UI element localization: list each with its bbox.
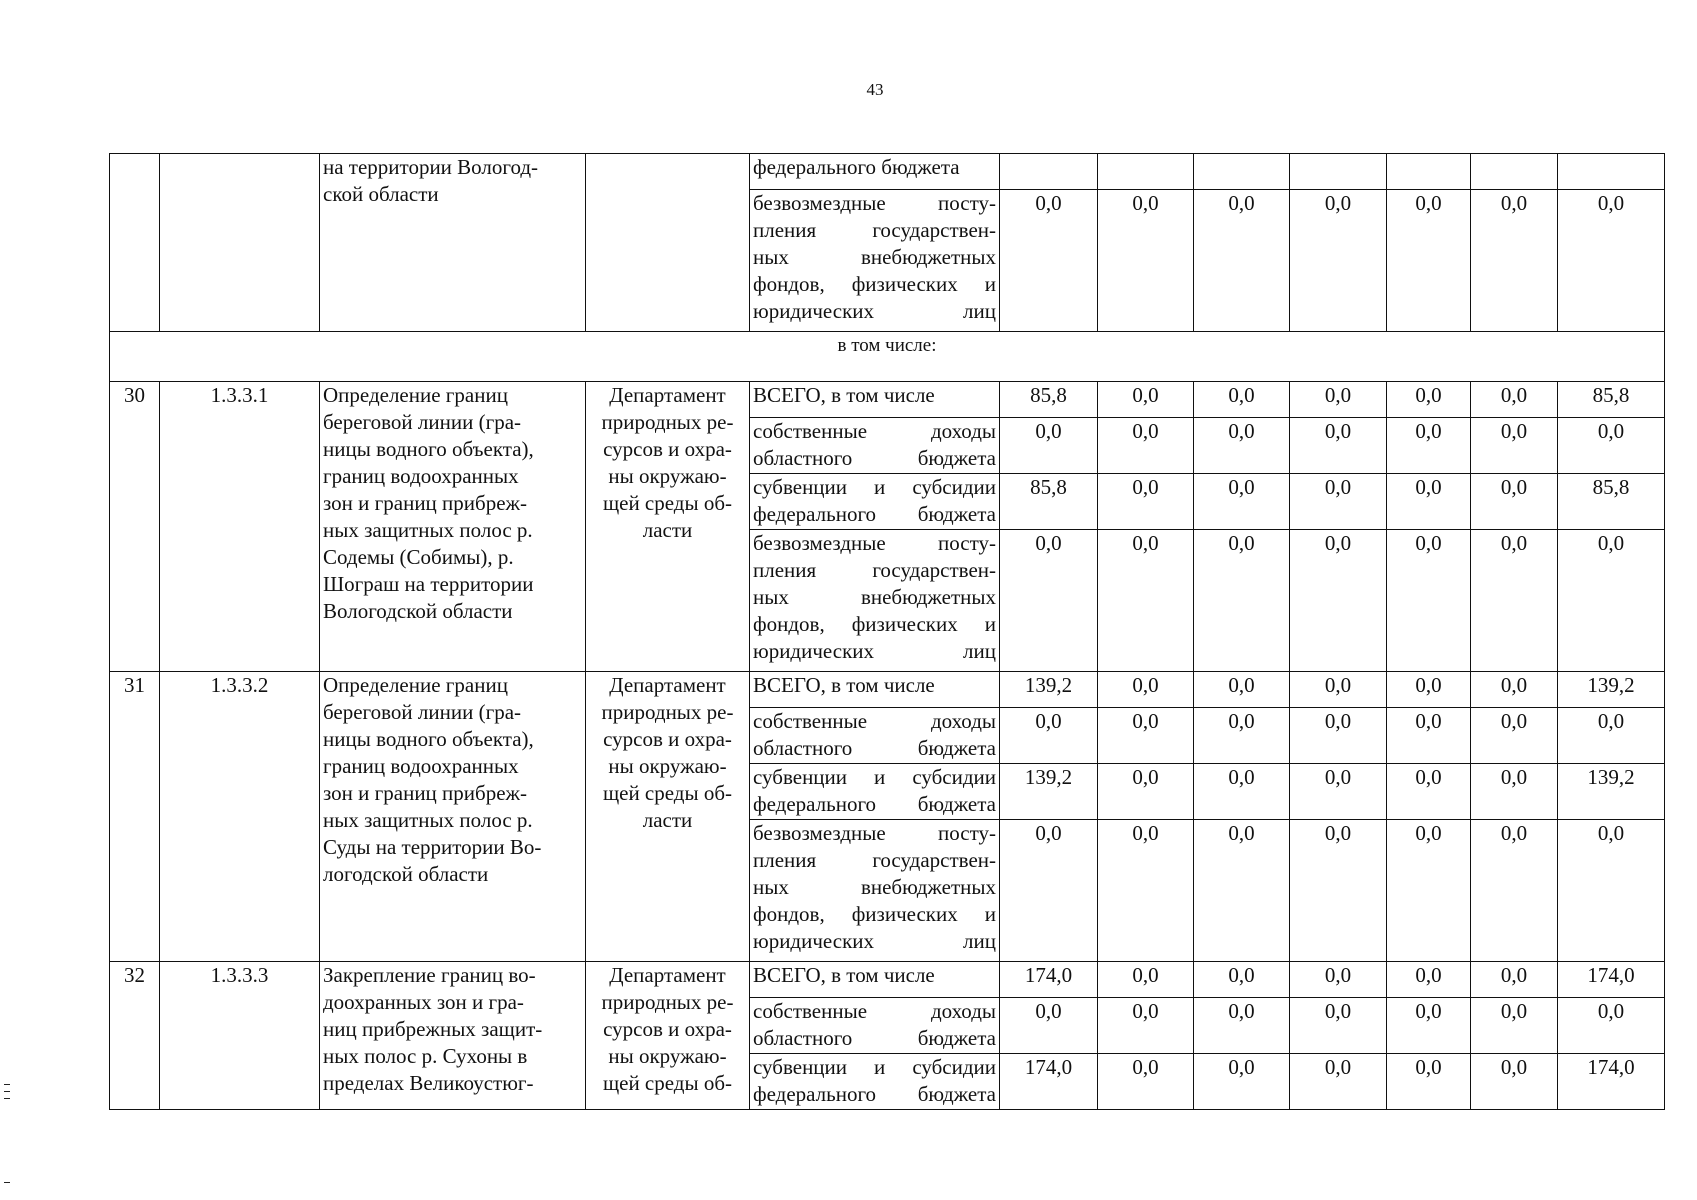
measure-name-line: Суды на территории Во- bbox=[323, 835, 542, 859]
source-cell: ВСЕГО, в том числе bbox=[750, 672, 1000, 708]
value-cell: 0,0 bbox=[1290, 190, 1387, 332]
margin-mark bbox=[4, 1182, 10, 1183]
measure-name-line: ниц прибрежных защит- bbox=[323, 1017, 543, 1041]
code-cell: 1.3.3.2 bbox=[160, 672, 320, 962]
value-cell bbox=[1000, 154, 1098, 190]
measure-name bbox=[320, 672, 586, 962]
value-cell: 0,0 bbox=[1387, 672, 1471, 708]
value-cell: 0,0 bbox=[1098, 190, 1194, 332]
value-cell: 85,8 bbox=[1000, 382, 1098, 418]
source-cell-line: безвозмездные посту- bbox=[753, 821, 996, 845]
source-cell-line: федерального бюджета bbox=[753, 792, 996, 816]
source-cell-line: субвенции и субсидии bbox=[753, 1055, 996, 1079]
value-cell: 0,0 bbox=[1558, 190, 1665, 332]
source-cell-line: безвозмездные посту- bbox=[753, 531, 996, 555]
source-cell: ВСЕГО, в том числе bbox=[750, 382, 1000, 418]
value-cell: 0,0 bbox=[1194, 190, 1290, 332]
value-cell: 0,0 bbox=[1387, 764, 1471, 820]
source-cell-line: пления государствен- bbox=[753, 848, 996, 872]
measure-name-line: ных защитных полос р. bbox=[323, 518, 533, 542]
value-cell: 0,0 bbox=[1000, 998, 1098, 1054]
executor-line: щей среды об- bbox=[602, 491, 733, 515]
number-cell: 32 bbox=[110, 962, 160, 1110]
value-cell: 0,0 bbox=[1471, 820, 1558, 962]
value-cell: 0,0 bbox=[1471, 418, 1558, 474]
measure-name-line: Определение границ bbox=[323, 673, 508, 697]
measure-name-line: доохранных зон и гра- bbox=[323, 990, 524, 1014]
source-cell bbox=[750, 418, 1000, 474]
source-cell bbox=[750, 1054, 1000, 1110]
value-cell: 0,0 bbox=[1558, 418, 1665, 474]
table-row bbox=[110, 154, 1665, 190]
measure-name-line: пределах Великоустюг- bbox=[323, 1071, 534, 1095]
value-cell: 0,0 bbox=[1194, 530, 1290, 672]
table-row bbox=[110, 672, 1665, 708]
value-cell: 0,0 bbox=[1290, 672, 1387, 708]
value-cell: 0,0 bbox=[1387, 418, 1471, 474]
value-cell: 174,0 bbox=[1000, 962, 1098, 998]
value-cell: 0,0 bbox=[1098, 820, 1194, 962]
value-cell: 0,0 bbox=[1000, 418, 1098, 474]
source-cell-line: субвенции и субсидии bbox=[753, 765, 996, 789]
table-row bbox=[110, 382, 1665, 418]
source-cell-line: федерального бюджета bbox=[753, 1082, 996, 1106]
value-cell: 0,0 bbox=[1387, 530, 1471, 672]
measure-name-line: на территории Вологод- bbox=[323, 155, 539, 179]
measure-name-line: береговой линии (гра- bbox=[323, 410, 522, 434]
executor bbox=[586, 962, 750, 1110]
value-cell: 0,0 bbox=[1194, 474, 1290, 530]
value-cell: 0,0 bbox=[1387, 962, 1471, 998]
value-cell: 0,0 bbox=[1000, 708, 1098, 764]
measure-name-line: границ водоохранных bbox=[323, 464, 519, 488]
executor-line: ны окружаю- bbox=[608, 1044, 727, 1068]
value-cell: 0,0 bbox=[1000, 190, 1098, 332]
executor-line: сурсов и охра- bbox=[603, 437, 732, 461]
value-cell: 0,0 bbox=[1471, 382, 1558, 418]
code-cell: 1.3.3.3 bbox=[160, 962, 320, 1110]
source-cell-line: ных внебюджетных bbox=[753, 875, 996, 899]
source-cell bbox=[750, 764, 1000, 820]
measure-name-line: Закрепление границ во- bbox=[323, 963, 536, 987]
value-cell: 174,0 bbox=[1000, 1054, 1098, 1110]
margin-mark bbox=[4, 1098, 10, 1099]
value-cell: 85,8 bbox=[1000, 474, 1098, 530]
measure-name-line: Определение границ bbox=[323, 383, 508, 407]
value-cell: 0,0 bbox=[1000, 530, 1098, 672]
measure-name-line: зон и границ прибреж- bbox=[323, 781, 528, 805]
executor-line: щей среды об- bbox=[602, 1071, 733, 1095]
value-cell: 85,8 bbox=[1558, 474, 1665, 530]
value-cell bbox=[1471, 154, 1558, 190]
value-cell: 0,0 bbox=[1098, 530, 1194, 672]
measure-name bbox=[320, 382, 586, 672]
value-cell: 139,2 bbox=[1000, 764, 1098, 820]
value-cell: 0,0 bbox=[1558, 530, 1665, 672]
measure-name-line: ных полос р. Сухоны в bbox=[323, 1044, 528, 1068]
value-cell: 0,0 bbox=[1387, 382, 1471, 418]
value-cell: 0,0 bbox=[1290, 382, 1387, 418]
source-cell bbox=[750, 530, 1000, 672]
value-cell: 0,0 bbox=[1194, 672, 1290, 708]
value-cell: 0,0 bbox=[1098, 998, 1194, 1054]
source-cell-line: собственные доходы bbox=[753, 999, 996, 1023]
executor-line: природных ре- bbox=[601, 410, 734, 434]
executor-line: сурсов и охра- bbox=[603, 1017, 732, 1041]
measure-name-line: Вологодской области bbox=[323, 599, 513, 623]
value-cell: 0,0 bbox=[1000, 820, 1098, 962]
source-cell-line: областного бюджета bbox=[753, 736, 996, 760]
value-cell: 174,0 bbox=[1558, 1054, 1665, 1110]
value-cell: 0,0 bbox=[1194, 418, 1290, 474]
source-cell-line: областного бюджета bbox=[753, 1026, 996, 1050]
source-cell-line: фондов, физических и bbox=[753, 612, 996, 636]
source-cell-line: собственные доходы bbox=[753, 709, 996, 733]
value-cell: 0,0 bbox=[1558, 708, 1665, 764]
source-cell bbox=[750, 820, 1000, 962]
value-cell: 0,0 bbox=[1098, 708, 1194, 764]
value-cell: 0,0 bbox=[1471, 1054, 1558, 1110]
value-cell: 0,0 bbox=[1098, 1054, 1194, 1110]
source-cell-line: пления государствен- bbox=[753, 218, 996, 242]
value-cell: 0,0 bbox=[1387, 190, 1471, 332]
value-cell: 174,0 bbox=[1558, 962, 1665, 998]
value-cell: 0,0 bbox=[1194, 998, 1290, 1054]
value-cell: 0,0 bbox=[1290, 530, 1387, 672]
executor-line: ласти bbox=[642, 518, 693, 542]
source-cell: федерального бюджета bbox=[750, 154, 1000, 190]
value-cell bbox=[1290, 154, 1387, 190]
value-cell: 139,2 bbox=[1558, 764, 1665, 820]
measure-name-line: границ водоохранных bbox=[323, 754, 519, 778]
value-cell: 0,0 bbox=[1098, 962, 1194, 998]
executor-line: ны окружаю- bbox=[608, 754, 727, 778]
value-cell: 0,0 bbox=[1194, 708, 1290, 764]
value-cell: 0,0 bbox=[1387, 998, 1471, 1054]
source-cell bbox=[750, 708, 1000, 764]
source-cell-line: юридических лиц bbox=[753, 929, 996, 953]
source-cell-line: фондов, физических и bbox=[753, 272, 996, 296]
source-cell-line: федерального бюджета bbox=[753, 502, 996, 526]
section-label: в том числе: bbox=[110, 332, 1665, 382]
value-cell: 85,8 bbox=[1558, 382, 1665, 418]
value-cell: 0,0 bbox=[1290, 708, 1387, 764]
value-cell bbox=[1098, 154, 1194, 190]
value-cell: 0,0 bbox=[1098, 474, 1194, 530]
source-cell: ВСЕГО, в том числе bbox=[750, 962, 1000, 998]
number-cell: 30 bbox=[110, 382, 160, 672]
source-cell-line: ных внебюджетных bbox=[753, 585, 996, 609]
executor-line: Департамент bbox=[609, 963, 726, 987]
source-cell-line: безвозмездные посту- bbox=[753, 191, 996, 215]
measure-name-line: ницы водного объекта), bbox=[323, 727, 534, 751]
value-cell: 0,0 bbox=[1194, 764, 1290, 820]
table-row bbox=[110, 332, 1665, 382]
executor bbox=[586, 382, 750, 672]
value-cell: 0,0 bbox=[1194, 1054, 1290, 1110]
value-cell: 0,0 bbox=[1471, 764, 1558, 820]
executor-line: Департамент bbox=[609, 383, 726, 407]
budget-table-body bbox=[110, 154, 1665, 1110]
value-cell: 0,0 bbox=[1290, 474, 1387, 530]
value-cell: 139,2 bbox=[1000, 672, 1098, 708]
executor-line: природных ре- bbox=[601, 700, 734, 724]
source-cell-line: юридических лиц bbox=[753, 639, 996, 663]
margin-mark bbox=[4, 1084, 10, 1085]
measure-name bbox=[320, 962, 586, 1110]
value-cell bbox=[1194, 154, 1290, 190]
value-cell: 139,2 bbox=[1558, 672, 1665, 708]
value-cell: 0,0 bbox=[1387, 1054, 1471, 1110]
source-cell-line: юридических лиц bbox=[753, 299, 996, 323]
value-cell: 0,0 bbox=[1194, 820, 1290, 962]
value-cell: 0,0 bbox=[1194, 382, 1290, 418]
source-cell-line: субвенции и субсидии bbox=[753, 475, 996, 499]
value-cell: 0,0 bbox=[1471, 474, 1558, 530]
source-cell bbox=[750, 474, 1000, 530]
value-cell: 0,0 bbox=[1471, 190, 1558, 332]
value-cell: 0,0 bbox=[1387, 820, 1471, 962]
value-cell: 0,0 bbox=[1290, 1054, 1387, 1110]
measure-name-line: Шограш на территории bbox=[323, 572, 534, 596]
source-cell bbox=[750, 190, 1000, 332]
value-cell bbox=[1558, 154, 1665, 190]
measure-name bbox=[320, 154, 586, 332]
value-cell: 0,0 bbox=[1558, 820, 1665, 962]
value-cell: 0,0 bbox=[1387, 474, 1471, 530]
value-cell: 0,0 bbox=[1290, 820, 1387, 962]
source-cell bbox=[750, 998, 1000, 1054]
value-cell: 0,0 bbox=[1290, 998, 1387, 1054]
executor-line: сурсов и охра- bbox=[603, 727, 732, 751]
margin-mark bbox=[4, 1091, 10, 1092]
value-cell: 0,0 bbox=[1471, 998, 1558, 1054]
value-cell: 0,0 bbox=[1558, 998, 1665, 1054]
budget-table bbox=[109, 153, 1665, 1110]
value-cell: 0,0 bbox=[1098, 672, 1194, 708]
value-cell: 0,0 bbox=[1098, 418, 1194, 474]
value-cell: 0,0 bbox=[1387, 708, 1471, 764]
value-cell: 0,0 bbox=[1098, 764, 1194, 820]
executor-line: ны окружаю- bbox=[608, 464, 727, 488]
executor-cell bbox=[586, 154, 750, 332]
value-cell: 0,0 bbox=[1471, 708, 1558, 764]
code-cell bbox=[160, 154, 320, 332]
value-cell: 0,0 bbox=[1290, 764, 1387, 820]
value-cell: 0,0 bbox=[1471, 672, 1558, 708]
value-cell: 0,0 bbox=[1290, 962, 1387, 998]
executor bbox=[586, 672, 750, 962]
measure-name-line: ницы водного объекта), bbox=[323, 437, 534, 461]
measure-name-line: зон и границ прибреж- bbox=[323, 491, 528, 515]
source-cell-line: ных внебюджетных bbox=[753, 245, 996, 269]
executor-line: Департамент bbox=[609, 673, 726, 697]
page-number: 43 bbox=[866, 80, 884, 99]
value-cell: 0,0 bbox=[1471, 962, 1558, 998]
code-cell: 1.3.3.1 bbox=[160, 382, 320, 672]
source-cell-line: собственные доходы bbox=[753, 419, 996, 443]
executor-line: щей среды об- bbox=[602, 781, 733, 805]
table-row bbox=[110, 962, 1665, 998]
value-cell: 0,0 bbox=[1194, 962, 1290, 998]
measure-name-line: береговой линии (гра- bbox=[323, 700, 522, 724]
number-cell: 31 bbox=[110, 672, 160, 962]
source-cell-line: пления государствен- bbox=[753, 558, 996, 582]
value-cell: 0,0 bbox=[1471, 530, 1558, 672]
measure-name-line: Содемы (Собимы), р. bbox=[323, 545, 514, 569]
executor-line: природных ре- bbox=[601, 990, 734, 1014]
value-cell: 0,0 bbox=[1290, 418, 1387, 474]
value-cell bbox=[1387, 154, 1471, 190]
value-cell: 0,0 bbox=[1098, 382, 1194, 418]
number-cell bbox=[110, 154, 160, 332]
source-cell-line: фондов, физических и bbox=[753, 902, 996, 926]
source-cell-line: областного бюджета bbox=[753, 446, 996, 470]
measure-name-line: ных защитных полос р. bbox=[323, 808, 533, 832]
executor-line: ласти bbox=[642, 808, 693, 832]
measure-name-line: логодской области bbox=[323, 862, 489, 886]
measure-name-line: ской области bbox=[323, 182, 439, 206]
